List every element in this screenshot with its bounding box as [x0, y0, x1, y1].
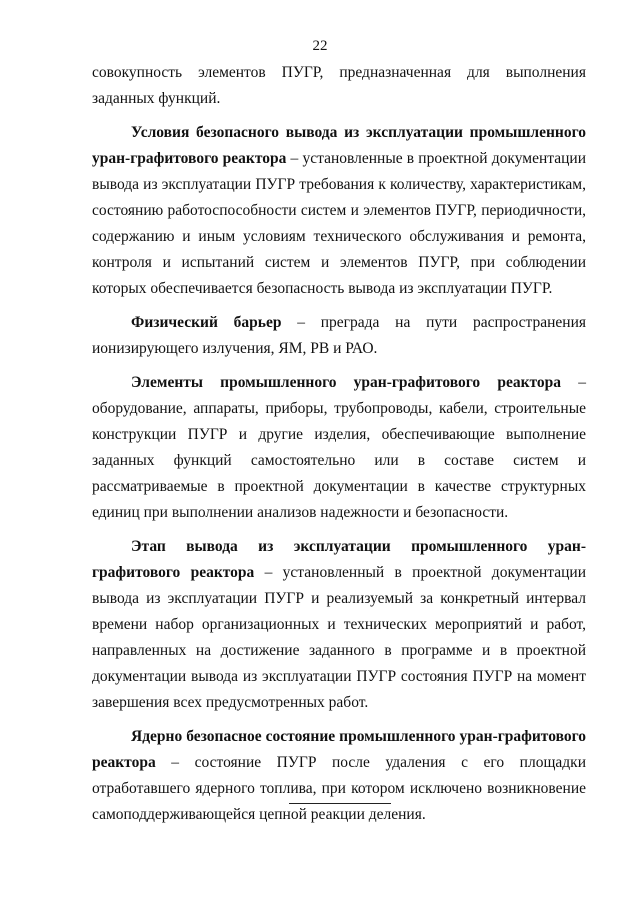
paragraph-text: совокупность элементов ПУГР, предназначенная для выполнения заданных функций. [92, 64, 586, 107]
definition-text: – преграда на пути распространения ионизирующего излучения, ЯМ, РВ и РАО. [92, 314, 587, 357]
definition-term: Элементы промышленного уран-графитового реактора [131, 374, 562, 391]
definition-text: – оборудование, аппараты, приборы, трубопроводы, кабели, строительные конструкции ПУГР и другие изделия, обеспечивающие выполнение заданных функций самостоятельно или в составе систем и рассматриваемые в проектной документации в качестве структурных единиц при выполнении анализов надежности и безопасности. [92, 374, 586, 521]
definition-term: Физический барьер [131, 314, 282, 331]
definition-term: Условия безопасного вывода из эксплуатации промышленного уран-графитового реактора [92, 124, 586, 167]
page-number: 22 [312, 38, 328, 54]
closing-rule [289, 803, 391, 804]
document-body [92, 60, 586, 828]
definition-physical-barrier [92, 310, 586, 362]
paragraph-continuation [92, 60, 586, 112]
definition-nuclear-safe-state [92, 724, 586, 828]
definition-term: Ядерно безопасное состояние промышленного уран-графитового реактора [92, 728, 586, 771]
definition-text: – установленный в проектной документации вывода из эксплуатации ПУГР и реализуемый за конкретный интервал времени набор организационных и технических мероприятий и работ, направленных на достижение заданного в программе и в проектной документации вывода из эксплуатации ПУГР состояния ПУГР на момент завершения всех предусмотренных работ. [92, 564, 587, 711]
definition-safe-decommissioning-conditions [92, 120, 586, 302]
definition-text: – установленные в проектной документации вывода из эксплуатации ПУГР требования к количеству, характеристикам, состоянию работоспособности систем и элементов ПУГР, периодичности, содержанию и иным условиям технического обслуживания и ремонта, контроля и испытаний систем и элементов ПУГР, при соблюдении которых обеспечивается безопасность вывода из эксплуатации ПУГР. [92, 150, 586, 297]
definition-decommissioning-stage [92, 534, 586, 716]
definition-term: Этап вывода из эксплуатации промышленного уран-графитового реактора [92, 538, 586, 581]
definition-reactor-elements [92, 370, 586, 526]
definition-text: – состояние ПУГР после удаления с его площадки отработавшего ядерного топлива, при котором исключено возникновение самоподдерживающейся цепной реакции деления. [92, 754, 586, 823]
